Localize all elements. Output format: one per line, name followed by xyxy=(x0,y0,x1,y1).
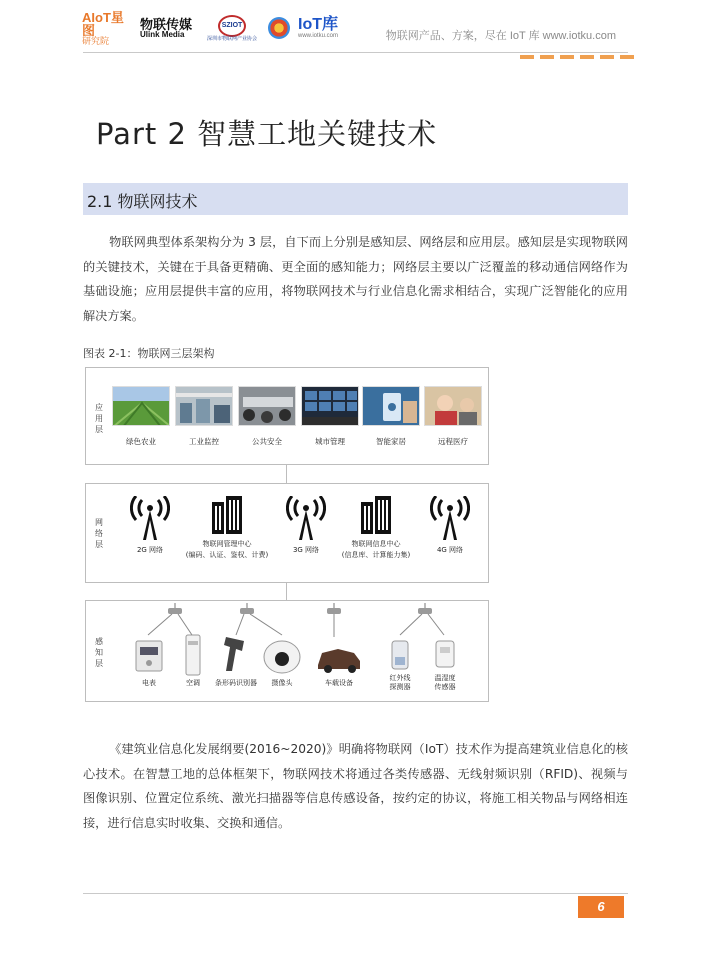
network-4g: 4G 网络 xyxy=(422,496,478,555)
infrared-detector-icon xyxy=(392,641,408,669)
layer-name: 网络层 xyxy=(95,518,103,549)
factory-image xyxy=(175,386,233,426)
section-heading-bar xyxy=(83,183,628,215)
barcode-scanner-icon xyxy=(224,637,244,671)
cell-tower-icon xyxy=(286,496,326,540)
device-label: 电表 xyxy=(142,679,156,687)
electric-meter-icon xyxy=(136,641,162,671)
ulink-media-logo: 物联传媒 Ulink Media xyxy=(140,16,193,39)
page-number: 6 xyxy=(578,896,624,918)
footer-divider xyxy=(83,893,628,894)
page-title: Part 2 智慧工地关键技术 xyxy=(96,117,438,151)
network-layer xyxy=(85,483,489,583)
gateway-icon xyxy=(168,603,432,614)
iot-architecture-diagram xyxy=(85,367,490,702)
device-label: 车载设备 xyxy=(325,679,353,687)
temperature-humidity-sensor-icon xyxy=(436,641,454,667)
device-label: 条形码识别器 xyxy=(215,679,257,687)
app-public-safety: 公共安全 xyxy=(238,386,296,447)
figure-caption: 图表 2-1：物联网三层架构 xyxy=(83,347,215,360)
app-telemedicine: 远程医疗 xyxy=(424,386,482,447)
header-divider xyxy=(83,52,628,53)
cell-tower-icon xyxy=(130,496,170,540)
smart-panel-image xyxy=(362,386,420,426)
body-paragraph: 《建筑业信息化发展纲要(2016~2020)》明确将物联网（IoT）技术作为提高建筑业信息化的核心技术。在智慧工地的总体框架下，物联网技术将通过各类传感器、无线射频识别（RFID)、视频与图像识别、位置定位系统、激光扫描器等信息传感设备，按约定的协议，将施工相关物品与网络相连接，进行信息实时收集、交换和通信。 xyxy=(83,742,628,830)
logo-strip xyxy=(82,10,348,46)
perception-layer xyxy=(85,600,489,702)
building-icon xyxy=(358,496,394,534)
control-room-image xyxy=(301,386,359,426)
round-badge-icon xyxy=(268,17,290,39)
building-icon xyxy=(209,496,245,534)
header-tagline: 物联网产品、方案，尽在 IoT 库 www.iotku.com xyxy=(385,30,616,42)
network-information-center: 物联网信息中心 (信息库、计算能力集) xyxy=(334,496,418,560)
connector-line xyxy=(286,465,287,483)
aiot-logo: AIoT星图 研究院 xyxy=(82,9,124,46)
connector-line xyxy=(286,583,287,600)
air-conditioner-icon xyxy=(186,635,200,675)
layer-name: 应用层 xyxy=(95,403,103,434)
page-header xyxy=(0,0,710,60)
app-industrial-monitoring: 工业监控 xyxy=(175,386,233,447)
sziot-logo: SZIOT 深圳市物联网产业协会 xyxy=(204,15,260,42)
network-2g: 2G 网络 xyxy=(124,496,176,555)
cell-tower-icon xyxy=(430,496,470,540)
application-layer xyxy=(85,367,489,465)
network-3g: 3G 网络 xyxy=(280,496,332,555)
iotku-logo: IoT库 www.iotku.com xyxy=(298,16,339,39)
elderly-care-image xyxy=(424,386,482,426)
app-smart-home: 智能家居 xyxy=(362,386,420,447)
device-label: 空调 xyxy=(186,679,200,687)
police-vehicles-image xyxy=(238,386,296,426)
app-agriculture: 绿色农业 xyxy=(112,386,170,447)
car-icon xyxy=(318,649,360,673)
network-management-center: 物联网管理中心 (编码、认证、鉴权、计费) xyxy=(182,496,272,560)
app-city-management: 城市管理 xyxy=(301,386,359,447)
section-heading: 2.1 物联网技术 xyxy=(87,192,198,211)
device-label: 红外线 探测器 xyxy=(389,674,411,691)
header-dashes xyxy=(520,55,634,59)
layer-name: 感知层 xyxy=(95,637,103,668)
camera-icon xyxy=(264,641,300,673)
farm-field-image xyxy=(112,386,170,426)
device-label: 温湿度 传感器 xyxy=(434,674,456,691)
intro-paragraph: 物联网典型体系架构分为 3 层，自下而上分别是感知层、网络层和应用层。感知层是实现物联网的关键技术，关键在于具备更精确、更全面的感知能力；网络层主要以广泛覆盖的移动通信网络作为基础设施；应用层提供丰富的应用，将物联网技术与行业信息化需求相结合，实现广泛智能化的应用解决方案。 xyxy=(83,235,628,323)
device-label: 摄像头 xyxy=(271,679,293,687)
